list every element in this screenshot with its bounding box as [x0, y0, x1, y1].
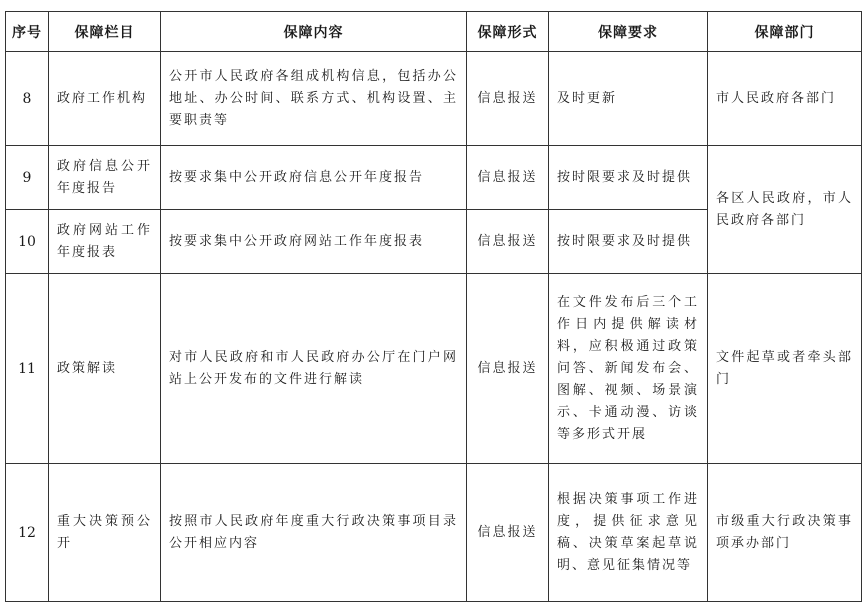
document-page: [5, 11, 861, 602]
row-department: 各区人民政府，市人民政府各部门: [708, 146, 862, 274]
row-column: 重大决策预公开: [49, 464, 161, 602]
row-content: 按要求集中公开政府信息公开年度报告: [161, 146, 467, 210]
header-requirement: 保障要求: [549, 12, 708, 52]
row-content: 按照市人民政府年度重大行政决策事项目录公开相应内容: [161, 464, 467, 602]
header-form: 保障形式: [467, 12, 549, 52]
row-number: 10: [6, 210, 49, 274]
header-column: 保障栏目: [49, 12, 161, 52]
row-number: 12: [6, 464, 49, 602]
row-form: 信息报送: [467, 464, 549, 602]
row-number: 9: [6, 146, 49, 210]
row-column: 政府信息公开年度报告: [49, 146, 161, 210]
row-form: 信息报送: [467, 210, 549, 274]
row-department: 市级重大行政决策事项承办部门: [708, 464, 862, 602]
header-no: 序号: [6, 12, 49, 52]
row-requirement: 根据决策事项工作进度，提供征求意见稿、决策草案起草说明、意见征集情况等: [549, 464, 708, 602]
row-number: 8: [6, 52, 49, 146]
row-column: 政策解读: [49, 274, 161, 464]
row-form: 信息报送: [467, 146, 549, 210]
row-column: 政府网站工作年度报表: [49, 210, 161, 274]
row-number: 11: [6, 274, 49, 464]
row-content: 对市人民政府和市人民政府办公厅在门户网站上公开发布的文件进行解读: [161, 274, 467, 464]
header-row: [6, 12, 862, 52]
row-department: 文件起草或者牵头部门: [708, 274, 862, 464]
row-content: 公开市人民政府各组成机构信息，包括办公地址、办公时间、联系方式、机构设置、主要职责等: [161, 52, 467, 146]
row-requirement: 按时限要求及时提供: [549, 146, 708, 210]
row-requirement: 及时更新: [549, 52, 708, 146]
row-requirement: 在文件发布后三个工作日内提供解读材料，应积极通过政策问答、新闻发布会、图解、视频、场景演示、卡通动漫、访谈等多形式开展: [549, 274, 708, 464]
row-content: 按要求集中公开政府网站工作年度报表: [161, 210, 467, 274]
header-content: 保障内容: [161, 12, 467, 52]
row-department: 市人民政府各部门: [708, 52, 862, 146]
row-form: 信息报送: [467, 274, 549, 464]
table-row: [6, 274, 862, 464]
table-row: [6, 52, 862, 146]
row-column: 政府工作机构: [49, 52, 161, 146]
guarantee-table: [5, 11, 862, 602]
header-department: 保障部门: [708, 12, 862, 52]
row-form: 信息报送: [467, 52, 549, 146]
row-requirement: 按时限要求及时提供: [549, 210, 708, 274]
table-row: [6, 464, 862, 602]
table-row: [6, 146, 862, 210]
